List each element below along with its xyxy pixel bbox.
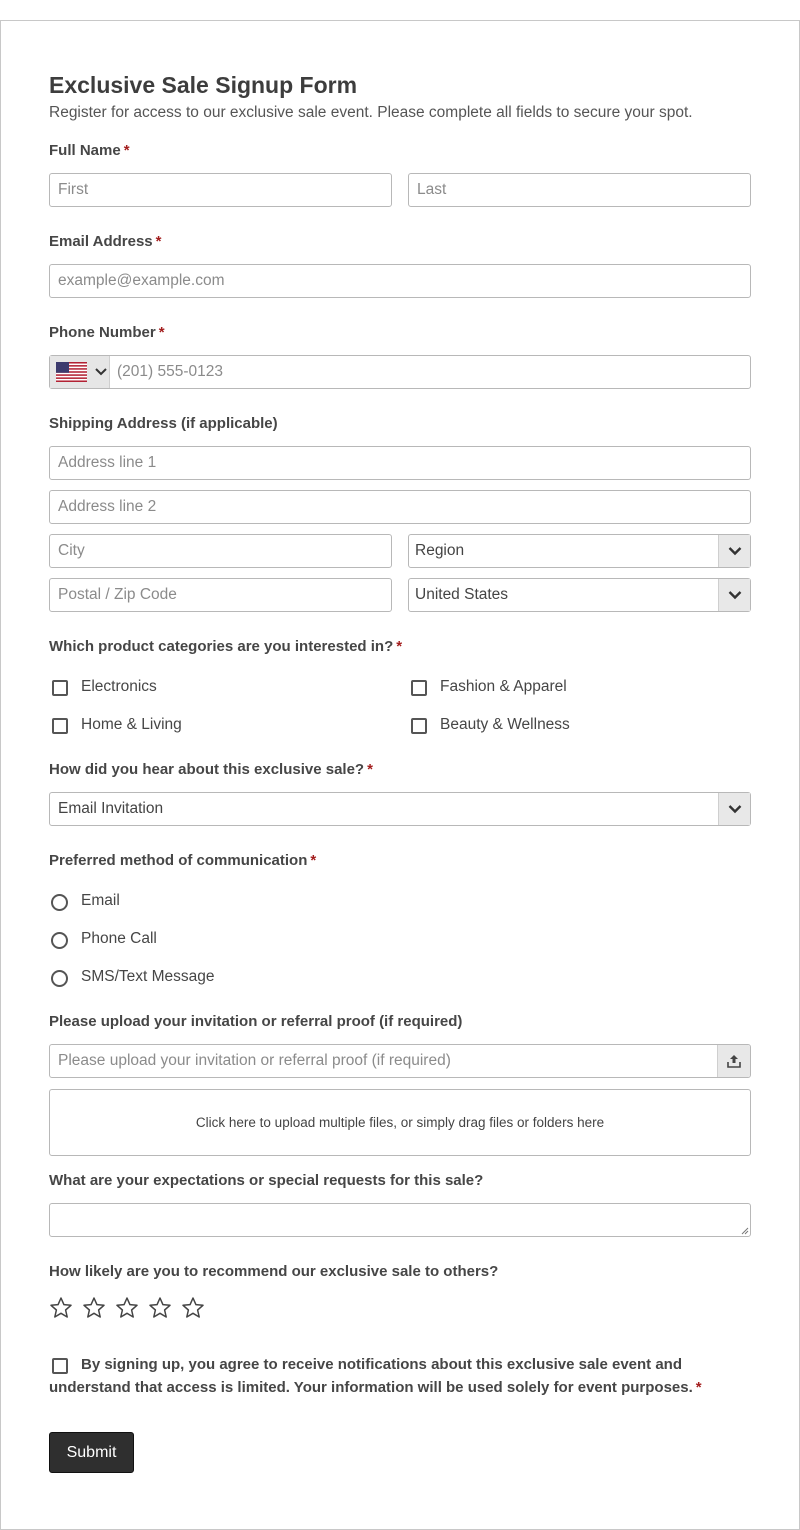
expectations-textarea[interactable] [49,1203,751,1237]
star-icon[interactable] [82,1296,106,1320]
sms-radio-label[interactable]: SMS/Text Message [81,968,215,985]
heard-label-text: How did you hear about this exclusive sale? [49,761,365,778]
postal-code-input[interactable]: Postal / Zip Code [49,578,392,612]
fashion-label[interactable]: Fashion & Apparel [440,678,567,695]
phone-label [49,324,165,341]
file-dropzone[interactable]: Click here to upload multiple files, or simply drag files or folders here [49,1089,751,1156]
email-label-text: Email Address [49,233,153,250]
categories-label [49,638,402,655]
email-radio-label[interactable]: Email [81,892,120,909]
email-label [49,233,162,250]
consent-text: By signing up, you agree to receive notifications about this exclusive sale event and understand that access is limited. Your information will be used solely for event purposes. [49,1356,693,1396]
beauty-label[interactable]: Beauty & Wellness [440,716,570,733]
required-mark: * [123,142,130,159]
form-title: Exclusive Sale Signup Form [49,72,358,98]
star-rating [49,1296,205,1320]
star-icon[interactable] [181,1296,205,1320]
expectations-label: What are your expectations or special requests for this sale? [49,1172,484,1189]
region-select[interactable] [408,534,751,568]
consent-label[interactable] [49,1353,749,1399]
chevron-down-icon [718,793,750,825]
sms-radio[interactable] [51,970,68,987]
email-radio[interactable] [51,894,68,911]
last-name-input[interactable]: Last [408,173,751,207]
heard-label [49,761,373,778]
communication-label-text: Preferred method of communication [49,852,308,869]
address-line2-input[interactable]: Address line 2 [49,490,751,524]
chevron-down-icon [718,535,750,567]
us-flag-icon [56,362,87,382]
region-value: Region [415,542,465,559]
beauty-checkbox[interactable] [411,718,427,734]
full-name-label-text: Full Name [49,142,121,159]
home-living-checkbox[interactable] [52,718,68,734]
phone-call-radio[interactable] [51,932,68,949]
chevron-down-icon [95,367,107,377]
phone-label-text: Phone Number [49,324,156,341]
electronics-label[interactable]: Electronics [81,678,157,695]
star-icon[interactable] [49,1296,73,1320]
required-mark: * [367,761,373,778]
required-mark: * [310,852,317,869]
phone-input[interactable]: (201) 555-0123 [49,355,751,389]
star-icon[interactable] [148,1296,172,1320]
electronics-checkbox[interactable] [52,680,68,696]
country-code-select[interactable] [50,356,110,388]
country-value: United States [415,586,509,603]
upload-placeholder: Please upload your invitation or referral proof (if required) [58,1052,451,1069]
country-select[interactable] [408,578,751,612]
phone-call-radio-label[interactable]: Phone Call [81,930,157,947]
email-input[interactable]: example@example.com [49,264,751,298]
upload-input[interactable] [49,1044,751,1078]
heard-value: Email Invitation [58,800,164,817]
heard-select[interactable] [49,792,751,826]
city-input[interactable]: City [49,534,392,568]
required-mark: * [155,233,162,250]
address-line1-input[interactable]: Address line 1 [49,446,751,480]
required-mark: * [695,1379,702,1396]
required-mark: * [158,324,165,341]
resize-handle-icon[interactable] [741,1227,749,1235]
submit-button[interactable]: Submit [49,1432,134,1473]
shipping-label: Shipping Address (if applicable) [49,415,278,432]
fashion-checkbox[interactable] [411,680,427,696]
full-name-label [49,142,130,159]
home-living-label[interactable]: Home & Living [81,716,182,733]
communication-label [49,852,316,869]
upload-label: Please upload your invitation or referral proof (if required) [49,1013,463,1030]
required-mark: * [396,638,403,655]
rating-label: How likely are you to recommend our exclusive sale to others? [49,1263,499,1280]
form-description: Register for access to our exclusive sale event. Please complete all fields to secure your spot. [49,104,693,121]
star-icon[interactable] [115,1296,139,1320]
chevron-down-icon [718,579,750,611]
categories-label-text: Which product categories are you interested in? [49,638,394,655]
first-name-input[interactable]: First [49,173,392,207]
upload-icon[interactable] [717,1045,750,1077]
